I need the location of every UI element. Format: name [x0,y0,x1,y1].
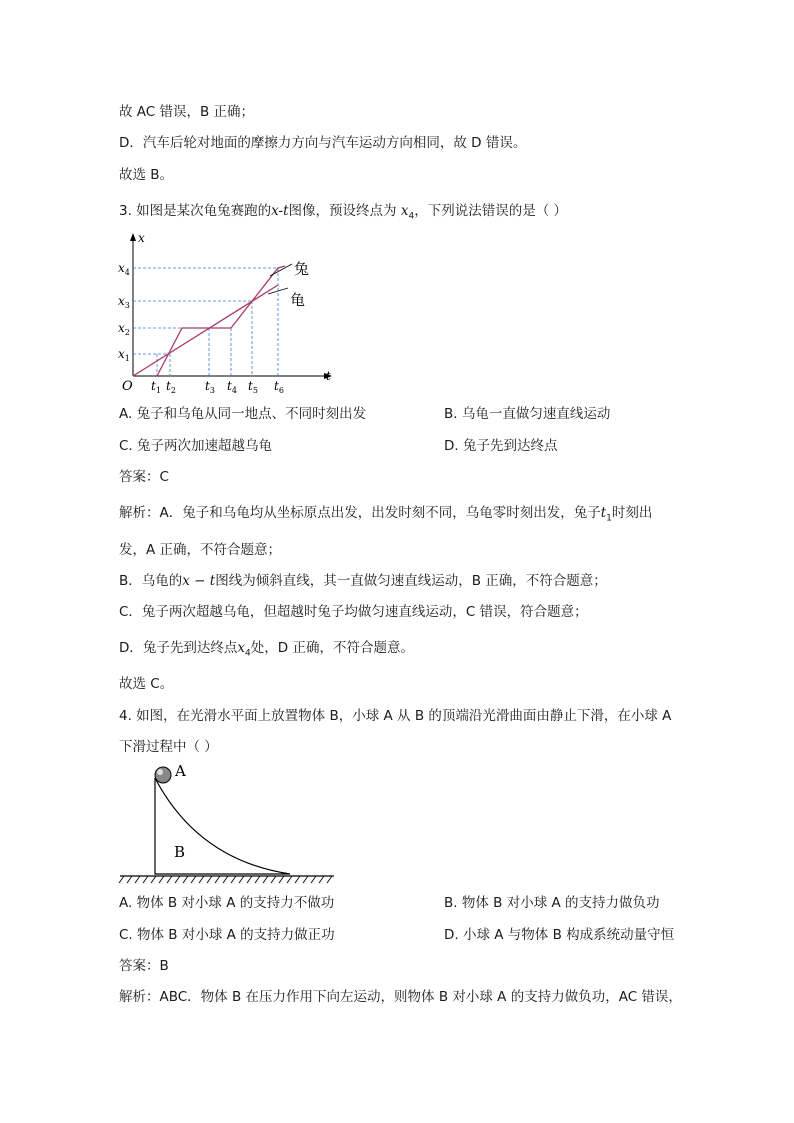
q3-option-b[interactable]: B. 乌龟一直做匀速直线运动 [444,406,611,422]
q3-analysis-1 [119,504,652,528]
tlabel-t1: $t_1$ [151,379,161,395]
q3-option-c[interactable]: C. 兔子两次加速超越乌龟 [119,438,273,454]
x-axis-label: x [138,231,145,245]
t-axis-label: t [326,369,331,383]
ylabel-x1: $x_1$ [118,347,130,363]
x-axis-arrow [130,233,136,241]
prev-text-3: 故选 B。 [119,167,174,183]
q4-figure [118,760,338,885]
q3-ana1-t: t [600,505,607,521]
tlabel-t5: $t_5$ [248,379,258,395]
q3-xt-graph [110,228,340,398]
q4-stem-1: 4. 如图，在光滑水平面上放置物体 B，小球 A 从 B 的顶端沿光滑曲面由静止下滑，在小球 A [119,708,672,724]
tlabel-t6: $t_6$ [274,379,284,395]
q4-option-d[interactable]: D. 小球 A 与物体 B 构成系统动量守恒 [444,927,675,943]
q3-ana1-text: 解析：A．兔子和乌龟均从坐标原点出发，出发时刻不同，乌龟零时刻出发，兔子 [119,505,601,521]
q3-x4-sub: 4 [408,211,415,222]
ball-a [155,767,171,783]
tlabel-t4: $t_4$ [227,379,237,395]
q3-option-a[interactable]: A. 兔子和乌龟从同一地点、不同时刻出发 [119,406,367,422]
q3-ana3-text: B．乌龟的 [119,573,183,589]
ground-hatching [119,876,332,883]
q3-answer: 答案：C [119,469,169,485]
ball-label: A [175,762,186,780]
q3-ana5-text-2: 处，D 正确，不符合题意。 [250,640,414,656]
q3-stem-text-2: 图像，预设终点为 [288,203,397,219]
q3-option-d[interactable]: D. 兔子先到达终点 [444,438,558,454]
q4-analysis-1: 解析：ABC．物体 B 在压力作用下向左运动，则物体 B 对小球 A 的支持力做负功，AC 错误， [119,989,682,1005]
q4-option-a[interactable]: A. 物体 B 对小球 A 的支持力不做功 [119,895,335,911]
q3-analysis-4: C．兔子两次超越乌龟，但超越时兔子均做匀速直线运动，C 错误，符合题意； [119,604,588,620]
q4-option-c[interactable]: C. 物体 B 对小球 A 的支持力做正功 [119,927,335,943]
q4-stem-2: 下滑过程中（ ） [119,739,218,755]
q3-final: 故选 C。 [119,676,174,692]
q3-ana1-text-2: 时刻出 [611,505,653,521]
origin-label: O [122,379,133,394]
q3-stem-text-3: ，下列说法错误的是（ ） [414,203,567,219]
turtle-label: 龟 [290,291,306,309]
q3-ana5-sub: 4 [245,648,251,659]
q3-ana5-x: x [237,640,246,656]
prev-text-2: D．汽车后轮对地面的摩擦力方向与汽车运动方向相同，故 D 错误。 [119,135,527,151]
q3-ana3-text-2: 图线为倾斜直线，其一直做匀速直线运动，B 正确，不符合题意； [215,573,607,589]
ball-highlight [157,769,163,775]
q4-option-b[interactable]: B. 物体 B 对小球 A 的支持力做负功 [444,895,660,911]
tlabel-t3: $t_3$ [205,379,215,395]
block-label: B [174,843,186,861]
q3-analysis-5 [119,639,414,663]
ylabel-x4: $x_4$ [118,261,130,277]
q3-ana5-text: D．兔子先到达终点 [119,640,238,656]
tlabel-t2: $t_2$ [166,379,176,395]
turtle-line [133,285,278,376]
prev-text-1: 故 AC 错误，B 正确； [119,104,255,120]
q3-stem-text: 3. 如图是某次龟兔赛跑的 [119,203,272,219]
ylabel-x2: $x_2$ [118,321,130,337]
q3-x4: x [400,203,409,219]
q3-stem-var: x-t [271,203,289,219]
q3-ana1-sub: 1 [606,513,612,524]
q3-ana3-var: x − t [182,573,216,589]
q3-analysis-2: 发，A 正确，不符合题意； [119,542,282,558]
q3-stem [119,202,567,226]
rabbit-leader [270,264,292,276]
ylabel-x3: $x_3$ [118,294,130,310]
rabbit-label: 兔 [294,260,310,278]
q4-answer: 答案：B [119,958,169,974]
q3-analysis-3 [119,572,607,590]
